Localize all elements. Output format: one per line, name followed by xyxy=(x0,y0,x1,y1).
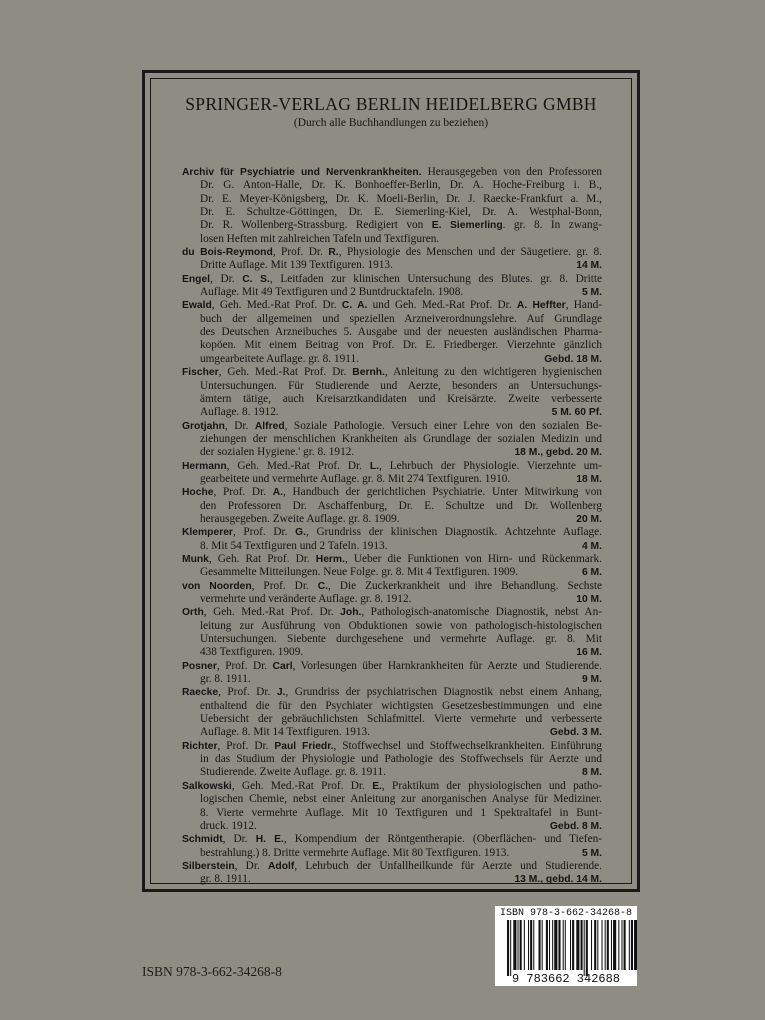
entry-line xyxy=(182,713,602,726)
entry-line xyxy=(182,673,602,686)
entry-line xyxy=(182,606,602,619)
entry-line xyxy=(182,460,602,473)
book-price: 13 M., gebd. 14 M. xyxy=(514,874,602,886)
entry-text xyxy=(200,766,386,779)
entry-segment: druck. 1912. xyxy=(200,819,257,832)
barcode-graphic xyxy=(495,920,637,986)
bold-text: C. S. xyxy=(242,273,270,285)
entry-segment: Untersuchungen. Für Studierende und Aerzte, besonders an Untersuchungs- xyxy=(200,379,602,392)
entry-text xyxy=(182,580,602,592)
entry-line xyxy=(182,246,602,259)
entry-segment: , Prof. Dr. xyxy=(217,739,275,752)
book-entry xyxy=(182,780,602,833)
entry-segment: 8. Vierte vermehrte Auflage. Mit 10 Textfiguren und 1 Spektraltafel in Bunt- xyxy=(200,806,602,819)
author-name: Fischer xyxy=(182,367,219,379)
entry-line xyxy=(182,406,602,419)
barcode-digits: 9 783662 342688 xyxy=(511,972,621,986)
bold-text: Herm. xyxy=(315,553,345,565)
entry-segment: Uebersicht der gebräuchlichsten Schlafmittel. Vierte vermehrte und verbesserte xyxy=(200,713,602,726)
entry-line xyxy=(182,273,602,286)
book-entry xyxy=(182,740,602,780)
entry-text xyxy=(200,873,251,886)
book-list xyxy=(182,166,602,887)
entry-text xyxy=(200,326,602,338)
entry-segment: , Prof. Dr. xyxy=(272,246,329,259)
barcode-bar xyxy=(605,920,606,970)
entry-line xyxy=(182,339,602,352)
author-name: Ewald xyxy=(182,300,212,312)
entry-segment: , Dr. xyxy=(234,859,268,872)
entry-line xyxy=(182,166,602,179)
entry-text xyxy=(200,713,602,725)
barcode-isbn: ISBN 978-3-662-34268-8 xyxy=(499,908,633,919)
book-price: Gebd. 3 M. xyxy=(549,727,602,739)
entry-segment: Untersuchungen. Siebente durchgesehene und vermehrte Auflage. gr. 8. Mit xyxy=(200,633,602,646)
barcode-bar xyxy=(533,920,534,970)
entry-segment: , Geh. Med.-Rat Prof. Dr. xyxy=(218,366,353,379)
book-entry xyxy=(182,273,602,300)
entry-line xyxy=(182,540,602,553)
entry-text xyxy=(200,380,602,392)
entry-segment: , Lehrbuch der Unfallheilkunde für Aerzte und Studierende. xyxy=(294,859,603,872)
author-name: Hermann xyxy=(182,460,227,472)
entry-text xyxy=(182,273,602,285)
entry-line xyxy=(182,633,602,646)
entry-text xyxy=(200,793,602,805)
entry-line xyxy=(182,473,602,486)
entry-segment: , Hand- xyxy=(565,299,602,312)
entry-line xyxy=(182,233,602,246)
bold-text: R. xyxy=(328,247,339,259)
bold-text: Bernh. xyxy=(352,367,385,379)
entry-segment: der sozialen Hygiene.' gr. 8. 1912. xyxy=(200,446,355,459)
entry-segment: Gesammelte Mitteilungen. Neue Folge. gr. 8. Mit 4 Textfiguren. 1909. xyxy=(200,566,519,579)
entry-text xyxy=(200,193,602,205)
entry-line xyxy=(182,847,602,860)
entry-line xyxy=(182,206,602,219)
book-price: 5 M. xyxy=(581,847,602,859)
barcode-bar xyxy=(597,920,598,970)
entry-text xyxy=(182,246,602,258)
book-entry xyxy=(182,166,602,246)
entry-text xyxy=(200,313,602,325)
entry-segment: , Dr. xyxy=(224,419,255,432)
entry-segment: losen Heften mit zahlreichen Tafeln und Textfiguren. xyxy=(200,232,440,245)
entry-segment: , Anleitung zu den wichtigeren hygienischen xyxy=(384,366,602,379)
entry-text xyxy=(200,259,393,272)
author-name: Orth xyxy=(182,607,204,619)
bold-text: Alfred xyxy=(254,420,285,432)
entry-text xyxy=(200,566,518,579)
entry-line xyxy=(182,219,602,232)
book-price: 4 M. xyxy=(581,540,602,552)
entry-segment: , Leitfaden zur klinischen Untersuchung des Blutes. gr. 8. Dritte xyxy=(269,272,603,285)
author-name: Hoche xyxy=(182,487,214,499)
publisher-title: SPRINGER-VERLAG BERLIN HEIDELBERG GMBH xyxy=(185,94,597,114)
entry-text xyxy=(182,860,602,872)
bold-text: A. Heffter xyxy=(516,300,566,312)
entry-line xyxy=(182,753,602,766)
book-price: 10 M. xyxy=(576,594,602,605)
barcode-bar xyxy=(510,920,511,976)
book-entry xyxy=(182,246,602,273)
barcode-bar xyxy=(565,920,566,970)
entry-line xyxy=(182,433,602,446)
entry-line xyxy=(182,807,602,820)
entry-text xyxy=(200,406,279,419)
author-name: Richter xyxy=(182,740,218,752)
entry-segment: logischen Chemie, nebst einer Anleitung zur anorganischen Analyse für Mediziner. xyxy=(200,793,602,806)
entry-segment: 438 Textfiguren. 1909. xyxy=(200,646,304,659)
entry-segment: , Geh. Rat Prof. Dr. xyxy=(208,552,316,565)
author-name: Salkowski xyxy=(182,780,232,792)
barcode-bar xyxy=(528,920,529,970)
entry-text xyxy=(200,206,602,218)
entry-segment: , Vorlesungen über Harnkrankheiten für Aerzte und Studierende. xyxy=(292,659,603,672)
bold-text: J. xyxy=(276,687,286,699)
entry-text xyxy=(182,740,602,752)
barcode-bar xyxy=(539,920,541,970)
entry-line xyxy=(182,833,602,846)
entry-segment: Herausgegeben von den Professoren xyxy=(421,166,602,178)
book-price: 8 M. xyxy=(581,767,602,779)
entry-segment: , Die Zuckerkrankheit und ihre Behandlung. Sechste xyxy=(328,579,602,592)
entry-line xyxy=(182,313,602,326)
entry-text xyxy=(200,433,602,445)
barcode xyxy=(495,906,637,986)
entry-line xyxy=(182,873,602,886)
bold-text: Paul Friedr. xyxy=(274,740,334,752)
entry-segment: Dr. G. Anton-Halle, Dr. K. Bonhoeffer-Berlin, Dr. A. Hoche-Freiburg i. B., xyxy=(200,179,602,192)
barcode-bar xyxy=(624,920,626,970)
entry-text xyxy=(200,620,602,632)
entry-segment: Dr. R. Wollenberg-Strassburg. Redigiert von xyxy=(200,219,432,232)
author-name: Raecke xyxy=(182,687,219,699)
barcode-bar xyxy=(584,920,585,976)
entry-segment: , Prof. Dr. xyxy=(232,526,296,539)
barcode-bar xyxy=(554,920,557,970)
entry-line xyxy=(182,646,602,659)
entry-segment: bestrahlung.) 8. Dritte vermehrte Auflage. Mit 80 Textfiguren. 1913. xyxy=(200,846,510,859)
barcode-bar xyxy=(507,920,509,976)
entry-segment: Auflage. Mit 49 Textfiguren und 2 Buntdrucktafeln. 1908. xyxy=(200,286,464,299)
entry-segment: . gr. 8. In zwang- xyxy=(502,219,602,232)
book-price: 20 M. xyxy=(576,513,602,525)
entry-segment: , Dr. xyxy=(210,272,243,285)
book-price: 9 M. xyxy=(581,674,602,686)
entry-line xyxy=(182,486,602,499)
entry-text xyxy=(200,219,602,231)
entry-line xyxy=(182,700,602,713)
entry-segment: , Geh. Med.-Rat Prof. Dr. xyxy=(203,606,341,619)
entry-line xyxy=(182,593,602,606)
barcode-bar xyxy=(518,920,519,970)
isbn-text: ISBN 978-3-662-34268-8 xyxy=(142,964,282,979)
book-entry xyxy=(182,486,602,526)
bold-text: Adolf xyxy=(268,860,295,872)
book-entry xyxy=(182,460,602,487)
author-name: Klemperer xyxy=(182,527,233,539)
book-price: 16 M. xyxy=(576,647,602,659)
entry-text xyxy=(200,446,354,459)
book-entry xyxy=(182,660,602,687)
entry-segment: Auflage. 8. 1912. xyxy=(200,406,279,419)
author-name: von Noorden xyxy=(182,580,252,592)
entry-line xyxy=(182,526,602,539)
entry-text xyxy=(200,646,303,659)
author-name: Grotjahn xyxy=(182,420,225,432)
entry-segment: , Lehrbuch der Physiologie. Vierzehnte um- xyxy=(379,459,602,472)
entry-segment: des Deutschen Arzneibuches 5. Ausgabe und der neuesten ausländischen Pharma- xyxy=(200,326,602,339)
entry-segment: enthaltend die für den Psychiater wichtigsten Gesetzesbestimmungen und eine xyxy=(200,699,602,712)
entry-text xyxy=(200,353,359,366)
author-name: Engel xyxy=(182,273,211,285)
entry-line xyxy=(182,620,602,633)
entry-text xyxy=(200,633,602,645)
book-price: 18 M. xyxy=(576,473,602,485)
book-entry xyxy=(182,833,602,860)
barcode-bar xyxy=(549,920,550,970)
entry-line xyxy=(182,780,602,793)
entry-text xyxy=(200,339,602,351)
entry-segment: Dritte Auflage. Mit 139 Textfiguren. 1913. xyxy=(200,259,393,272)
entry-line xyxy=(182,259,602,272)
book-entry xyxy=(182,526,602,553)
entry-segment: Auflage. 8. Mit 14 Textfiguren. 1913. xyxy=(200,726,370,739)
bold-text: E. xyxy=(372,780,382,792)
barcode-bar xyxy=(621,920,622,970)
entry-text xyxy=(200,847,509,860)
entry-line xyxy=(182,393,602,406)
entry-text xyxy=(200,726,370,739)
entry-segment: , Dr. xyxy=(222,833,256,846)
book-entry xyxy=(182,606,602,659)
bold-text: E. Siemerling xyxy=(431,220,503,232)
entry-line xyxy=(182,446,602,459)
bold-text: L. xyxy=(369,460,380,472)
entry-segment: herausgegeben. Zweite Auflage. gr. 8. 1909. xyxy=(200,512,400,525)
entry-segment: , Geh. Med.-Rat Prof. Dr. xyxy=(226,459,370,472)
entry-line xyxy=(182,660,602,673)
entry-line xyxy=(182,179,602,192)
entry-segment: buch der allgemeinen und speziellen Arzneiverordnungslehre. Auf Grundlage xyxy=(200,312,602,325)
entry-segment: ziehungen der menschlichen Krankheiten als Grundlage der sozialen Medizin und xyxy=(200,432,602,445)
entry-text xyxy=(200,513,400,526)
barcode-bar xyxy=(613,920,616,970)
barcode-bar xyxy=(591,920,592,970)
entry-segment: , Geh. Med.-Rat Prof. Dr. xyxy=(211,299,342,312)
entry-text xyxy=(182,526,602,538)
entry-text xyxy=(200,179,602,191)
entry-text xyxy=(200,233,439,245)
entry-text xyxy=(182,606,602,618)
bold-text: Carl xyxy=(272,660,293,672)
entry-line xyxy=(182,380,602,393)
entry-segment: ämtern tätige, auch Kreisarztkandidaten und Kreisärzte. Zweite verbesserte xyxy=(200,392,602,405)
entry-segment: , Prof. Dr. xyxy=(216,659,273,672)
entry-segment: , Prof. Dr. xyxy=(218,686,277,699)
barcode-bar xyxy=(546,920,548,970)
entry-segment: gr. 8. 1911. xyxy=(200,873,251,886)
barcode-bar xyxy=(520,920,522,970)
entry-text xyxy=(200,540,388,553)
book-price: 5 M. 60 Pf. xyxy=(551,407,602,419)
entry-line xyxy=(182,686,602,699)
entry-text xyxy=(182,780,602,792)
entry-text xyxy=(200,673,251,686)
author-name: Silberstein xyxy=(182,860,235,872)
entry-segment: und Geh. Med.-Rat Prof. Dr. xyxy=(367,299,517,312)
barcode-bar xyxy=(629,920,630,970)
book-price: 18 M., gebd. 20 M. xyxy=(514,447,602,459)
entry-line xyxy=(182,500,602,513)
book-price: 14 M. xyxy=(576,260,602,272)
entry-line xyxy=(182,566,602,579)
barcode-bar xyxy=(558,920,560,970)
entry-text xyxy=(200,393,602,405)
entry-segment: in das Studium der Physiologie und Pathologie des Stoffwechsels für Aerzte und xyxy=(200,753,602,766)
barcode-bar xyxy=(611,920,612,970)
entry-segment: gearbeitete und vermehrte Auflage. gr. 8. Mit 274 Textfiguren. 1910. xyxy=(200,472,511,485)
entry-segment: , Grundriss der psychiatrischen Diagnostik nebst einem Anhang, xyxy=(285,686,602,699)
book-entry xyxy=(182,366,602,419)
barcode-bar xyxy=(586,920,588,976)
entry-segment: , Geh. Med.-Rat Prof. Dr. xyxy=(231,779,373,792)
entry-segment: , Praktikum der physiologischen und patho- xyxy=(381,779,602,792)
entry-segment: , Handbuch der gerichtlichen Psychiatrie. Unter Mitwirkung von xyxy=(283,486,603,499)
book-entry xyxy=(182,580,602,607)
entry-line xyxy=(182,513,602,526)
entry-line xyxy=(182,326,602,339)
entry-text xyxy=(182,366,602,378)
entry-segment: , Stoffwechsel und Stoffwechselkrankheiten. Einführung xyxy=(333,739,602,752)
entry-segment: Dr. E. Schultze-Göttingen, Dr. E. Siemerling-Kiel, Dr. A. Westphal-Bonn, xyxy=(200,206,602,219)
author-name: Schmidt xyxy=(182,834,223,846)
entry-segment: umgearbeitete Auflage. gr. 8. 1911. xyxy=(200,352,359,365)
bold-text: Archiv für Psychiatrie und Nervenkrankheiten. xyxy=(182,167,422,178)
barcode-bar xyxy=(570,920,571,970)
barcode-bar xyxy=(576,920,579,970)
entry-text xyxy=(182,460,602,472)
entry-text xyxy=(182,486,602,498)
entry-segment: 8. Mit 54 Textfiguren und 2 Tafeln. 1913. xyxy=(200,539,388,552)
barcode-bar xyxy=(607,920,609,970)
bold-text: G. xyxy=(295,527,307,539)
entry-segment: , Prof. Dr. xyxy=(251,579,318,592)
bold-text: Joh. xyxy=(340,607,362,619)
entry-segment: , Physiologie des Menschen und der Säugetiere. gr. 8. xyxy=(338,246,603,259)
entry-segment: leitung zur Ausführung von Obduktionen sowie von pathologisch-histologischen xyxy=(200,619,602,632)
entry-text xyxy=(200,593,411,606)
entry-segment: gr. 8. 1911. xyxy=(200,673,251,686)
entry-line xyxy=(182,580,602,593)
barcode-bar xyxy=(530,920,532,970)
bold-text: A. xyxy=(272,487,284,499)
entry-line xyxy=(182,726,602,739)
entry-line xyxy=(182,286,602,299)
entry-segment: , Kompendium der Röntgentherapie. (Oberflächen- und Tiefen- xyxy=(283,833,602,846)
book-entry xyxy=(182,420,602,460)
entry-segment: , Pathologisch-anatomische Diagnostik, nebst An- xyxy=(361,606,602,619)
entry-line xyxy=(182,193,602,206)
entry-text xyxy=(182,553,602,565)
entry-segment: , Grundriss der klinischen Diagnostik. Achtzehnte Auflage. xyxy=(306,526,602,539)
barcode-bar xyxy=(631,920,633,970)
book-price: 6 M. xyxy=(581,567,602,579)
author-name: Munk xyxy=(182,553,209,565)
entry-line xyxy=(182,740,602,753)
entry-segment: vermehrte und veränderte Auflage. gr. 8. 1912. xyxy=(200,593,412,605)
entry-segment: , Prof. Dr. xyxy=(213,486,273,499)
entry-text xyxy=(182,299,602,311)
book-entry xyxy=(182,860,602,887)
entry-text xyxy=(200,700,602,712)
entry-segment: , Soziale Pathologie. Versuch einer Lehre von den sozialen Be- xyxy=(284,419,603,432)
entry-line xyxy=(182,793,602,806)
publisher-subtitle: (Durch alle Buchhandlungen zu beziehen) xyxy=(293,117,489,129)
entry-text xyxy=(200,286,463,299)
book-price: 5 M. xyxy=(581,287,602,299)
book-entry xyxy=(182,299,602,366)
barcode-bar xyxy=(552,920,553,970)
barcode-bar xyxy=(581,920,583,970)
entry-segment: Dr. E. Meyer-Königsberg, Dr. K. Moeli-Berlin, Dr. J. Raecke-Frankfurt a. M., xyxy=(200,192,602,205)
entry-segment: den Professoren Dr. Aschaffenburg, Dr. E. Schultze und Dr. Wollenberg xyxy=(200,499,602,512)
barcode-bar xyxy=(572,920,574,970)
barcode-bar xyxy=(513,920,516,970)
entry-text xyxy=(182,833,602,845)
barcode-bar xyxy=(618,920,619,970)
bold-text: C. A. xyxy=(341,300,368,312)
barcode-bar xyxy=(542,920,543,970)
entry-text xyxy=(182,420,602,432)
entry-line xyxy=(182,366,602,379)
entry-segment: , Ueber die Funktionen von Hirn- und Rückenmark. xyxy=(344,552,602,565)
book-price: Gebd. 8 M. xyxy=(549,820,602,832)
entry-line xyxy=(182,299,602,312)
book-entry xyxy=(182,553,602,580)
barcode-bar xyxy=(594,920,596,970)
barcode-bar xyxy=(602,920,603,970)
entry-text xyxy=(200,500,602,512)
author-name: du Bois-Reymond xyxy=(182,247,273,259)
entry-segment: kopöen. Mit einem Beitrag von Prof. Dr. E. Friedberger. Vierzehnte gänzlich xyxy=(200,339,602,352)
entry-text xyxy=(200,807,602,819)
entry-line xyxy=(182,353,602,366)
entry-line xyxy=(182,420,602,433)
entry-line xyxy=(182,860,602,873)
barcode-bar xyxy=(524,920,525,970)
entry-text xyxy=(200,473,510,486)
entry-text xyxy=(200,820,257,833)
bold-text: H. E. xyxy=(255,834,284,846)
entry-line xyxy=(182,553,602,566)
author-name: Posner xyxy=(182,660,217,672)
entry-text xyxy=(182,166,602,178)
entry-text xyxy=(182,660,602,672)
entry-text xyxy=(182,686,602,698)
bold-text: C. xyxy=(317,580,329,592)
entry-line xyxy=(182,820,602,833)
entry-line xyxy=(182,766,602,779)
entry-text xyxy=(200,753,602,765)
entry-segment: Studierende. Zweite Auflage. gr. 8. 1911. xyxy=(200,766,386,779)
book-price: Gebd. 18 M. xyxy=(544,353,602,365)
barcode-bar xyxy=(563,920,564,970)
book-entry xyxy=(182,686,602,739)
barcode-bar xyxy=(634,920,637,970)
